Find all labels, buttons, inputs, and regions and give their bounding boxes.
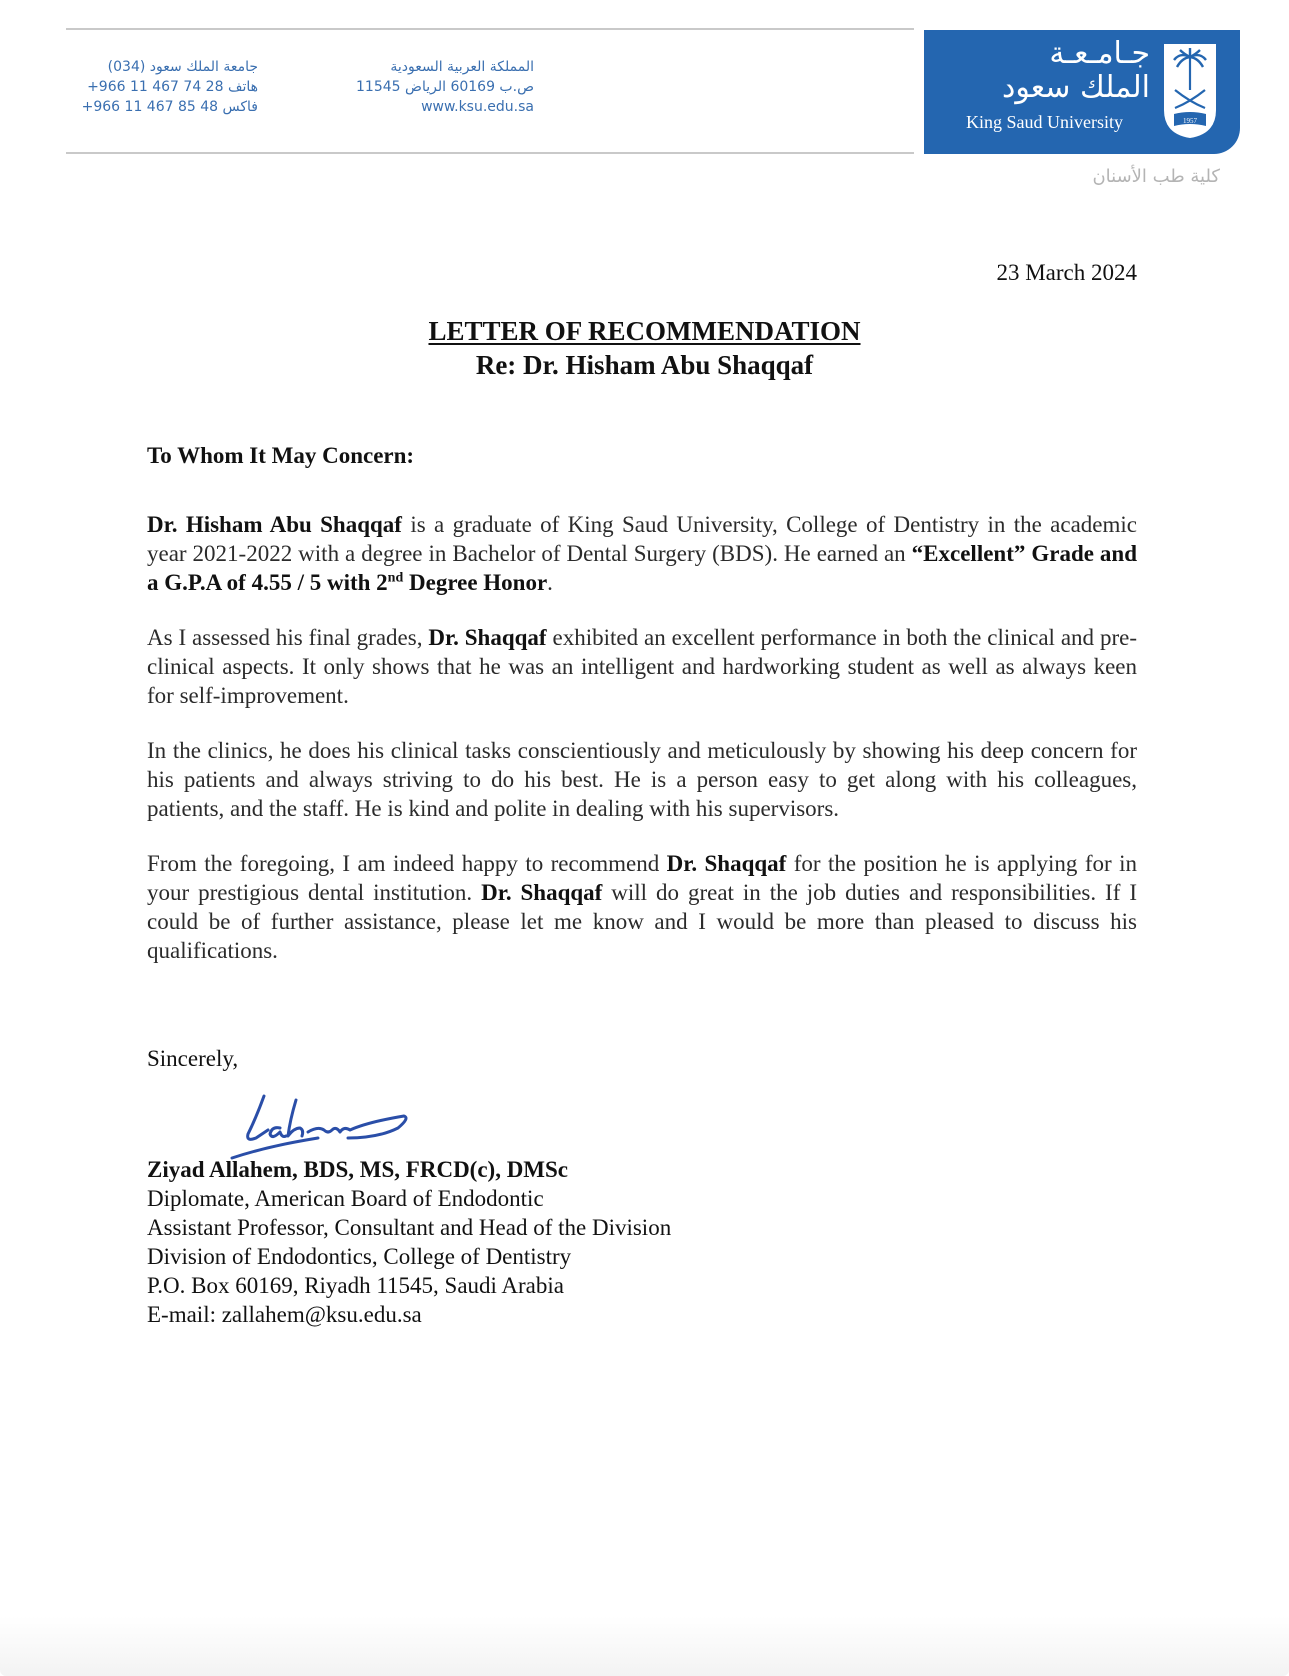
logo-arabic-line1: جـامـعـة [1049, 36, 1150, 71]
candidate-name: Dr. Hisham Abu Shaqqaf [147, 512, 402, 537]
letter-title-block [0, 314, 1289, 382]
letter-date: 23 March 2024 [996, 260, 1137, 285]
header-bottom-rule [66, 152, 914, 154]
contact-phone-fax [60, 57, 258, 117]
paragraph-recommendation: From the foregoing, I am indeed happy to recommend Dr. Shaqqaf for the position he is applying for in your prestigious dental institution. Dr. Shaqqaf will do great in the job duties and responsibilities. If I could be of further assistance, please let me know and I would be more than pleased to discuss his qualifications. [147, 851, 1137, 963]
letter-subject: Re: Dr. Hisham Abu Shaqqaf [475, 350, 814, 380]
candidate-short-name: Dr. Shaqqaf [481, 880, 603, 905]
signatory-line: Division of Endodontics, College of Dentistry [147, 1244, 572, 1269]
closing: Sincerely, [147, 1046, 239, 1071]
paragraph-performance: As I assessed his final grades, Dr. Shaqqaf exhibited an excellent performance in both the clinical and pre-clinical aspects. It only shows that he was an intelligent and hardworking student as well as always keen for self-improvement. [147, 625, 1137, 708]
candidate-short-name: Dr. Shaqqaf [666, 851, 787, 876]
signatory-line: Assistant Professor, Consultant and Head of the Division [147, 1215, 672, 1240]
logo-english-name: King Saud University [966, 112, 1123, 132]
contact-fax: +966 11 467 85 48 فاكس [81, 99, 258, 115]
candidate-short-name: Dr. Shaqqaf [428, 625, 547, 650]
paragraph-graduation: Dr. Hisham Abu Shaqqaf is a graduate of King Saud University, College of Dentistry in the academic year 2021-2022 with a degree in Bachelor of Dental Surgery (BDS). He earned an “Excellent” Grade and a G.P.A of 4.55 / 5 with 2nd Degree Honor. [147, 512, 1137, 595]
signatory-email[interactable]: E-mail: zallahem@ksu.edu.sa [147, 1302, 422, 1327]
grade-highlight: “Excellent” Grade and a G.P.A of 4.55 / 5 with 2nd Degree Honor [147, 541, 1137, 595]
signature-block [147, 1155, 671, 1329]
contact-address [320, 57, 534, 117]
contact-phone: +966 11 467 74 28 هاتف [87, 79, 258, 95]
paragraph-clinical-conduct: In the clinics, he does his clinical tasks conscientiously and meticulously by showing his deep concern for his patients and always striving to do his best. He is a person easy to get along with his colleagues, patients, and the staff. He is kind and polite in dealing with his supervisors. [147, 738, 1137, 821]
svg-text:1957: 1957 [1183, 117, 1197, 125]
college-of-dentistry-arabic: كلية طب الأسنان [1092, 166, 1220, 187]
palm-swords-shield-icon [1160, 40, 1220, 140]
contact-website[interactable]: www.ksu.edu.sa [421, 99, 534, 115]
letter-title: LETTER OF RECOMMENDATION [428, 316, 861, 346]
contact-po-box: ص.ب 60169 الرياض 11545 [356, 79, 534, 95]
salutation: To Whom It May Concern: [147, 443, 415, 468]
signatory-line: Diplomate, American Board of Endodontic [147, 1186, 544, 1211]
university-logo [924, 30, 1240, 154]
logo-arabic-line2: الملك سعود [1001, 70, 1150, 105]
handwritten-signature-icon [228, 1090, 428, 1160]
contact-country: المملكة العربية السعودية [390, 59, 534, 75]
contact-university-code: جامعة الملك سعود (034) [107, 59, 258, 75]
header-top-rule [66, 28, 914, 30]
signatory-line: P.O. Box 60169, Riyadh 11545, Saudi Arabia [147, 1273, 564, 1298]
signatory-name: Ziyad Allahem, BDS, MS, FRCD(c), DMSc [147, 1157, 569, 1182]
page-bottom-edge [0, 1616, 1289, 1676]
